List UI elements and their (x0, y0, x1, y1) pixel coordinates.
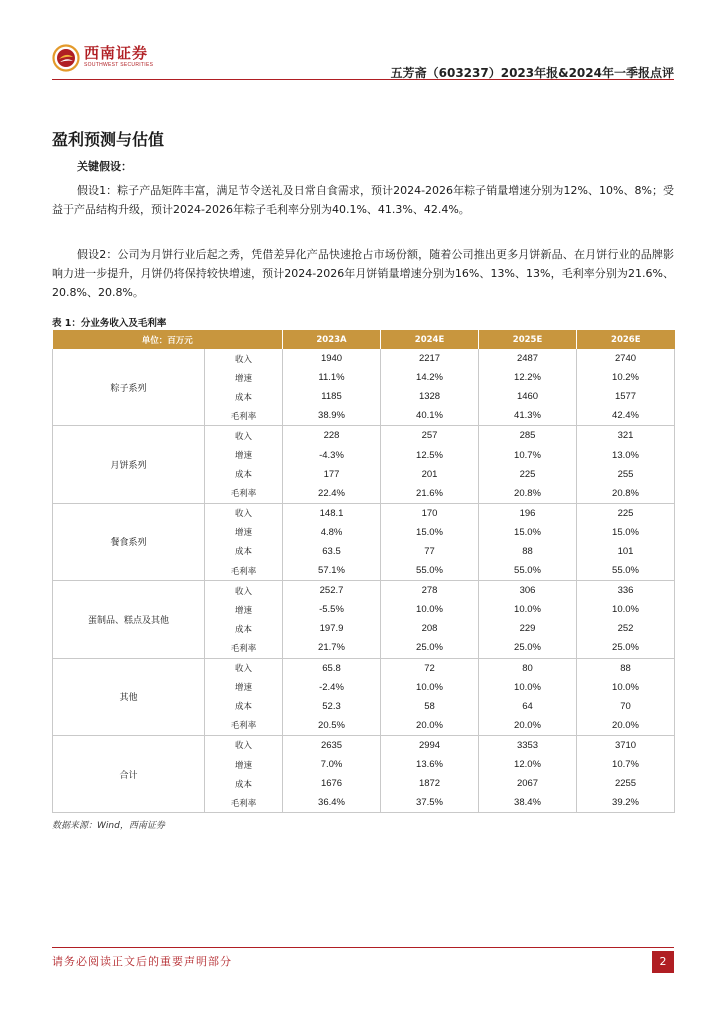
table-row (53, 426, 675, 446)
metric-cell: 毛利率 (205, 561, 283, 581)
metric-cell: 收入 (205, 426, 283, 446)
value-cell: 1872 (381, 774, 479, 793)
value-cell: 197.9 (283, 619, 381, 638)
value-cell: 57.1% (283, 561, 381, 581)
table-caption: 表 1：分业务收入及毛利率 (52, 318, 167, 329)
value-cell: 252.7 (283, 581, 381, 601)
value-cell: 15.0% (577, 523, 675, 542)
assumption-paragraph-2: 假设2：公司为月饼行业后起之秀，凭借差异化产品快速抢占市场份额，随着公司推出更多月饼新品、在月饼行业的品牌影响力进一步提升，月饼仍将保持较快增速，预计2024-2026年月饼销量增速分别为16%、13%、13%，毛利率分别为21.6%、20.8%、20.8%。 (52, 248, 674, 299)
value-cell: 10.0% (479, 678, 577, 697)
value-cell: -4.3% (283, 445, 381, 464)
table-row (53, 735, 675, 755)
value-cell: 2994 (381, 735, 479, 755)
value-cell: 10.0% (577, 678, 675, 697)
value-cell: 58 (381, 697, 479, 716)
value-cell: 170 (381, 503, 479, 523)
value-cell: 52.3 (283, 697, 381, 716)
value-cell: 225 (577, 503, 675, 523)
value-cell: 42.4% (577, 406, 675, 426)
category-cell: 蛋制品、糕点及其他 (53, 581, 205, 658)
value-cell: 10.7% (479, 445, 577, 464)
value-cell: 177 (283, 465, 381, 484)
value-cell: 10.0% (381, 600, 479, 619)
value-cell: 1577 (577, 387, 675, 406)
value-cell: 21.6% (381, 484, 479, 504)
value-cell: 20.0% (577, 716, 675, 736)
value-cell: 55.0% (381, 561, 479, 581)
value-cell: 38.9% (283, 406, 381, 426)
metric-cell: 增速 (205, 523, 283, 542)
value-cell: 2067 (479, 774, 577, 793)
value-cell: 37.5% (381, 793, 479, 813)
value-cell: 10.7% (577, 755, 675, 774)
category-cell: 月饼系列 (53, 426, 205, 503)
metric-cell: 增速 (205, 600, 283, 619)
header-unit: 单位：百万元 (53, 330, 283, 349)
value-cell: 72 (381, 658, 479, 678)
value-cell: -2.4% (283, 678, 381, 697)
metric-cell: 收入 (205, 658, 283, 678)
header-divider (52, 79, 674, 80)
value-cell: 3710 (577, 735, 675, 755)
value-cell: 278 (381, 581, 479, 601)
value-cell: 20.8% (577, 484, 675, 504)
metric-cell: 成本 (205, 542, 283, 561)
metric-cell: 增速 (205, 755, 283, 774)
value-cell: 38.4% (479, 793, 577, 813)
value-cell: 2635 (283, 735, 381, 755)
metric-cell: 增速 (205, 678, 283, 697)
metric-cell: 收入 (205, 503, 283, 523)
report-title: 五芳斋（603237）2023年报&2024年一季报点评 (390, 66, 674, 80)
value-cell: 10.0% (381, 678, 479, 697)
value-cell: 10.0% (479, 600, 577, 619)
page-number: 2 (652, 951, 674, 973)
value-cell: 2217 (381, 349, 479, 368)
value-cell: 80 (479, 658, 577, 678)
value-cell: 88 (577, 658, 675, 678)
value-cell: 196 (479, 503, 577, 523)
value-cell: 64 (479, 697, 577, 716)
metric-cell: 成本 (205, 697, 283, 716)
value-cell: 20.8% (479, 484, 577, 504)
value-cell: 1460 (479, 387, 577, 406)
header-year: 2025E (479, 330, 577, 349)
value-cell: 21.7% (283, 638, 381, 658)
logo-chinese-name: 西南证券 (84, 44, 149, 62)
metric-cell: 成本 (205, 465, 283, 484)
category-cell: 其他 (53, 658, 205, 735)
value-cell: 63.5 (283, 542, 381, 561)
value-cell: 12.2% (479, 368, 577, 387)
header-year: 2023A (283, 330, 381, 349)
value-cell: 252 (577, 619, 675, 638)
table-row (53, 581, 675, 601)
value-cell: 1185 (283, 387, 381, 406)
metric-cell: 成本 (205, 619, 283, 638)
logo-mark-icon (52, 44, 80, 72)
value-cell: 2740 (577, 349, 675, 368)
value-cell: 77 (381, 542, 479, 561)
value-cell: 70 (577, 697, 675, 716)
value-cell: 228 (283, 426, 381, 446)
metric-cell: 增速 (205, 445, 283, 464)
value-cell: 41.3% (479, 406, 577, 426)
metric-cell: 成本 (205, 774, 283, 793)
footer-divider (52, 947, 674, 948)
value-cell: 285 (479, 426, 577, 446)
value-cell: 55.0% (479, 561, 577, 581)
value-cell: 22.4% (283, 484, 381, 504)
value-cell: 148.1 (283, 503, 381, 523)
value-cell: 1328 (381, 387, 479, 406)
value-cell: 321 (577, 426, 675, 446)
key-assumptions-heading: 关键假设： (77, 160, 132, 173)
value-cell: 4.8% (283, 523, 381, 542)
value-cell: 3353 (479, 735, 577, 755)
page-header (52, 44, 674, 80)
table-row (53, 658, 675, 678)
value-cell: 15.0% (479, 523, 577, 542)
value-cell: 20.5% (283, 716, 381, 736)
value-cell: 101 (577, 542, 675, 561)
metric-cell: 增速 (205, 368, 283, 387)
table-header-row (53, 330, 675, 349)
value-cell: 20.0% (381, 716, 479, 736)
logo-english-name: SOUTHWEST SECURITIES (84, 62, 154, 68)
category-cell: 餐食系列 (53, 503, 205, 580)
value-cell: 15.0% (381, 523, 479, 542)
metric-cell: 收入 (205, 349, 283, 368)
value-cell: 229 (479, 619, 577, 638)
company-logo (52, 44, 153, 72)
value-cell: 40.1% (381, 406, 479, 426)
table-row (53, 349, 675, 368)
value-cell: 306 (479, 581, 577, 601)
value-cell: 12.5% (381, 445, 479, 464)
footer-disclaimer: 请务必阅读正文后的重要声明部分 (52, 955, 232, 968)
value-cell: 208 (381, 619, 479, 638)
value-cell: 257 (381, 426, 479, 446)
category-cell: 合计 (53, 735, 205, 812)
header-year: 2026E (577, 330, 675, 349)
value-cell: 88 (479, 542, 577, 561)
value-cell: 20.0% (479, 716, 577, 736)
value-cell: 11.1% (283, 368, 381, 387)
value-cell: 36.4% (283, 793, 381, 813)
value-cell: 13.6% (381, 755, 479, 774)
value-cell: 10.2% (577, 368, 675, 387)
value-cell: 2487 (479, 349, 577, 368)
value-cell: 25.0% (479, 638, 577, 658)
metric-cell: 毛利率 (205, 406, 283, 426)
metric-cell: 毛利率 (205, 484, 283, 504)
value-cell: 7.0% (283, 755, 381, 774)
revenue-margin-table (52, 330, 675, 813)
value-cell: 25.0% (381, 638, 479, 658)
value-cell: 65.8 (283, 658, 381, 678)
value-cell: 13.0% (577, 445, 675, 464)
value-cell: 1940 (283, 349, 381, 368)
value-cell: 336 (577, 581, 675, 601)
metric-cell: 收入 (205, 735, 283, 755)
metric-cell: 毛利率 (205, 793, 283, 813)
value-cell: 1676 (283, 774, 381, 793)
value-cell: 55.0% (577, 561, 675, 581)
value-cell: 225 (479, 465, 577, 484)
metric-cell: 毛利率 (205, 638, 283, 658)
value-cell: 2255 (577, 774, 675, 793)
category-cell: 粽子系列 (53, 349, 205, 426)
value-cell: -5.5% (283, 600, 381, 619)
value-cell: 14.2% (381, 368, 479, 387)
table-row (53, 503, 675, 523)
metric-cell: 毛利率 (205, 716, 283, 736)
value-cell: 255 (577, 465, 675, 484)
value-cell: 12.0% (479, 755, 577, 774)
value-cell: 39.2% (577, 793, 675, 813)
metric-cell: 成本 (205, 387, 283, 406)
data-source-note: 数据来源：Wind，西南证券 (52, 821, 165, 831)
header-year: 2024E (381, 330, 479, 349)
value-cell: 10.0% (577, 600, 675, 619)
assumption-paragraph-1: 假设1：粽子产品矩阵丰富，满足节令送礼及日常自食需求，预计2024-2026年粽子销量增速分别为12%、10%、8%；受益于产品结构升级，预计2024-2026年粽子毛利率分别为40.1%、41.3%、42.4%。 (52, 184, 674, 216)
value-cell: 201 (381, 465, 479, 484)
value-cell: 25.0% (577, 638, 675, 658)
metric-cell: 收入 (205, 581, 283, 601)
section-title: 盈利预测与估值 (52, 130, 165, 149)
